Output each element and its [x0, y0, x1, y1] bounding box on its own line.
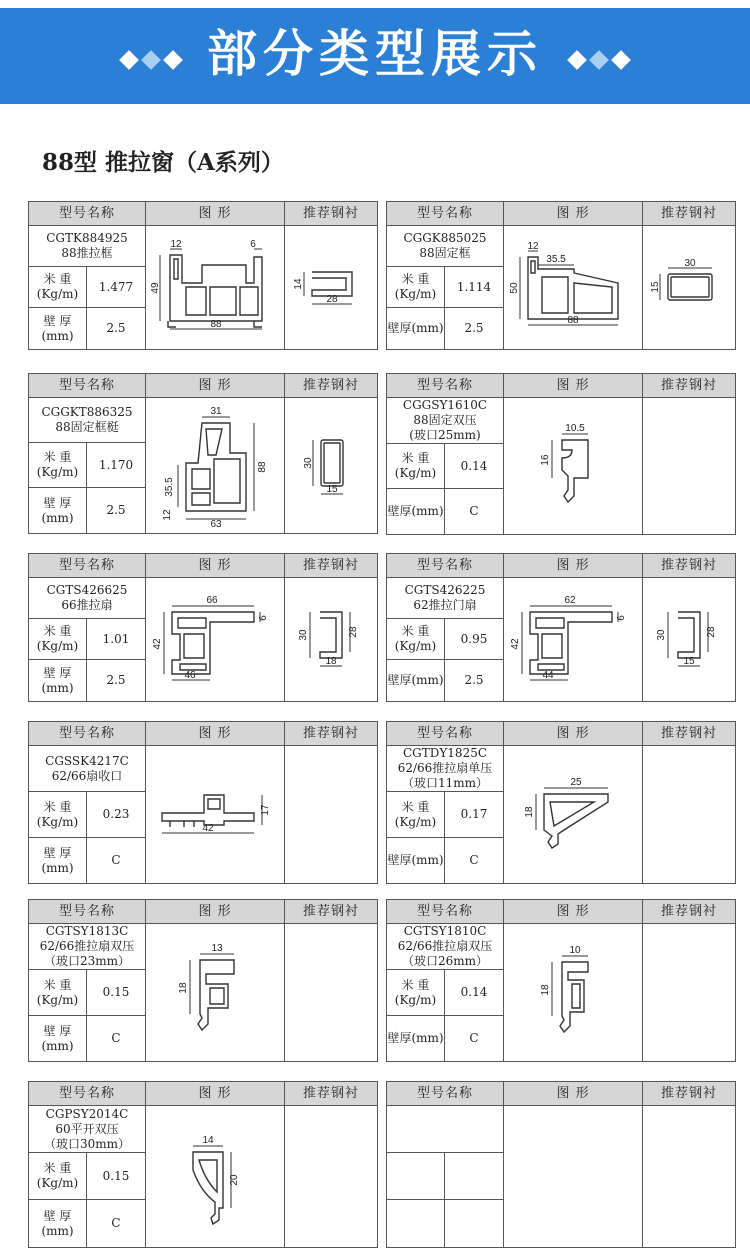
header-model: 型号名称 [29, 554, 146, 578]
model-code: CGSSK4217C [45, 753, 129, 768]
weight-value: 0.14 [445, 970, 504, 1016]
dimension-label: 62 [564, 594, 576, 606]
model-name-cell [387, 924, 504, 970]
thickness-label: 壁厚(mm) [387, 660, 445, 702]
thickness-value: C [445, 838, 504, 884]
page-title: 部分类型展示 [207, 25, 543, 83]
header-model: 型号名称 [387, 722, 504, 746]
header-steel: 推荐钢衬 [285, 202, 378, 226]
dimension-label: 30 [303, 456, 315, 469]
header-figure: 图 形 [146, 1082, 285, 1106]
dimension-label: 46 [184, 669, 196, 681]
dimension-label: 88 [567, 314, 579, 326]
empty-cell [387, 1200, 445, 1248]
steel-figure [285, 398, 378, 534]
dimension-label: 12 [170, 238, 182, 250]
header-model: 型号名称 [29, 722, 146, 746]
product-table [386, 553, 736, 702]
model-name: 88推拉框 [61, 246, 113, 260]
profile-figure [146, 924, 285, 1062]
header-figure: 图 形 [504, 900, 643, 924]
model-code: CGTS426225 [404, 583, 486, 597]
title-banner [0, 8, 750, 104]
dimension-label: 28 [348, 625, 360, 638]
weight-value: 0.17 [445, 792, 504, 838]
dimension-label: 42 [510, 637, 522, 650]
dimension-label: 66 [206, 594, 218, 606]
model-name: 66推拉扇 [61, 598, 113, 612]
weight-value: 0.14 [445, 444, 504, 489]
header-figure: 图 形 [504, 1082, 643, 1106]
thickness-value: C [445, 489, 504, 535]
weight-value: 0.95 [445, 619, 504, 660]
steel-figure [285, 924, 378, 1062]
profile-figure [146, 578, 285, 702]
header-model: 型号名称 [29, 202, 146, 226]
dimension-label: 6 [616, 614, 628, 621]
steel-figure [643, 924, 736, 1062]
model-name: 62/66推拉扇单压 [397, 761, 493, 775]
header-model: 型号名称 [387, 1082, 504, 1106]
model-extra: （玻口26mm） [401, 954, 489, 968]
model-extra: （玻口23mm） [43, 954, 131, 968]
profile-figure [504, 398, 643, 535]
header-steel: 推荐钢衬 [285, 374, 378, 398]
model-code: CGTSY1810C [403, 924, 487, 938]
header-steel: 推荐钢衬 [643, 722, 736, 746]
weight-label: 米 重 (Kg/m) [29, 970, 87, 1016]
model-extra: (玻口25mm) [409, 428, 481, 442]
dimension-label: 12 [162, 508, 174, 521]
header-figure: 图 形 [504, 554, 643, 578]
thickness-label: 壁 厚 (mm) [29, 488, 87, 534]
header-model: 型号名称 [29, 374, 146, 398]
product-table [28, 373, 378, 534]
model-name: 62/66扇收口 [51, 768, 123, 783]
header-steel: 推荐钢衬 [285, 1082, 378, 1106]
header-model: 型号名称 [387, 202, 504, 226]
model-name-cell [29, 578, 146, 619]
dimension-label: 42 [202, 822, 214, 834]
product-table [28, 201, 378, 350]
empty-cell [445, 1153, 504, 1200]
empty-steel-cell [643, 1106, 736, 1248]
model-name-cell [387, 398, 504, 444]
model-name-cell [29, 1106, 146, 1153]
thickness-label: 壁厚(mm) [387, 308, 445, 350]
model-code: CGPSY2014C [45, 1106, 129, 1121]
model-name-cell [387, 578, 504, 619]
header-model: 型号名称 [387, 554, 504, 578]
header-steel: 推荐钢衬 [643, 374, 736, 398]
steel-figure [285, 578, 378, 702]
thickness-label: 壁厚(mm) [387, 489, 445, 535]
product-table [386, 899, 736, 1062]
header-steel: 推荐钢衬 [285, 900, 378, 924]
weight-value: 1.01 [87, 619, 146, 660]
dimension-label: 49 [150, 281, 162, 294]
dimension-label: 30 [298, 628, 310, 641]
dimension-label: 35.5 [164, 476, 176, 497]
weight-value: 1.170 [87, 443, 146, 488]
weight-label: 米 重 (Kg/m) [387, 970, 445, 1016]
header-model: 型号名称 [29, 900, 146, 924]
dimension-label: 16 [540, 454, 552, 466]
dimension-label: 63 [210, 518, 222, 530]
weight-label: 米 重 (Kg/m) [29, 1153, 87, 1200]
dimension-label: 18 [524, 805, 536, 818]
dimension-label: 10.5 [565, 423, 585, 434]
header-figure: 图 形 [504, 202, 643, 226]
thickness-value: C [87, 838, 146, 884]
dimension-label: 6 [258, 614, 270, 621]
header-model: 型号名称 [387, 374, 504, 398]
dimension-label: 88 [257, 460, 269, 473]
profile-figure [504, 578, 643, 702]
dimension-label: 28 [706, 625, 718, 638]
model-code: CGGK885025 [403, 231, 487, 245]
section-title: 88型 推拉窗（A系列） [42, 149, 284, 176]
dimension-label: 35.5 [546, 253, 566, 265]
product-table [386, 721, 736, 884]
profile-figure [504, 746, 643, 884]
header-figure: 图 形 [504, 374, 643, 398]
profile-figure [146, 1106, 285, 1248]
model-name-cell [29, 924, 146, 970]
weight-label: 米 重 (Kg/m) [387, 792, 445, 838]
thickness-value: 2.5 [87, 660, 146, 702]
model-name: 60平开双压 [55, 1121, 119, 1136]
model-name: 88固定框梃 [55, 420, 119, 434]
weight-label: 米 重 (Kg/m) [29, 792, 87, 838]
model-code: CGGKT886325 [41, 405, 133, 419]
profile-figure [146, 398, 285, 534]
thickness-label: 壁 厚 (mm) [29, 308, 87, 350]
model-name-cell [29, 746, 146, 792]
thickness-value: 2.5 [87, 308, 146, 350]
dimension-label: 17 [260, 803, 272, 816]
model-extra: （玻口11mm） [401, 776, 489, 790]
product-table [28, 899, 378, 1062]
weight-value: 0.15 [87, 1153, 146, 1200]
thickness-value: 2.5 [445, 660, 504, 702]
empty-cell [445, 1200, 504, 1248]
dimension-label: 25 [570, 776, 582, 788]
thickness-value: C [445, 1016, 504, 1062]
model-code: CGTS426625 [46, 583, 128, 597]
header-model: 型号名称 [29, 1082, 146, 1106]
steel-figure [643, 746, 736, 884]
weight-label: 米 重 (Kg/m) [29, 619, 87, 660]
model-name: 88固定框 [419, 246, 471, 260]
dimension-label: 18 [178, 981, 190, 994]
dimension-label: 50 [509, 281, 521, 294]
dimension-label: 6 [250, 238, 256, 250]
header-figure: 图 形 [146, 554, 285, 578]
header-steel: 推荐钢衬 [643, 554, 736, 578]
dimension-label: 10 [569, 944, 581, 956]
steel-figure [643, 578, 736, 702]
thickness-label: 壁 厚 (mm) [29, 1016, 87, 1062]
thickness-label: 壁 厚 (mm) [29, 838, 87, 884]
model-extra: （玻口30mm） [43, 1136, 131, 1151]
steel-figure [285, 1106, 378, 1248]
header-figure: 图 形 [146, 374, 285, 398]
steel-figure [643, 226, 736, 350]
model-name: 88固定双压 [413, 413, 477, 427]
thickness-label: 壁 厚 (mm) [29, 660, 87, 702]
model-name-cell [29, 398, 146, 443]
header-figure: 图 形 [146, 722, 285, 746]
model-code: CGTDY1825C [402, 746, 488, 760]
model-code: CGGSY1610C [402, 398, 488, 412]
header-steel: 推荐钢衬 [643, 900, 736, 924]
profile-figure [504, 924, 643, 1062]
header-steel: 推荐钢衬 [285, 554, 378, 578]
weight-value: 0.15 [87, 970, 146, 1016]
model-code: CGTSY1813C [45, 924, 129, 938]
dimension-label: 14 [202, 1134, 214, 1146]
dimension-label: 20 [229, 1173, 241, 1186]
weight-value: 0.23 [87, 792, 146, 838]
product-table [386, 373, 736, 535]
product-table [28, 721, 378, 884]
header-steel: 推荐钢衬 [285, 722, 378, 746]
weight-label: 米 重 (Kg/m) [29, 267, 87, 308]
thickness-value: 2.5 [445, 308, 504, 350]
header-figure: 图 形 [146, 900, 285, 924]
dimension-label: 18 [540, 983, 552, 996]
model-name-cell [387, 746, 504, 792]
dimension-label: 30 [656, 628, 668, 641]
header-model: 型号名称 [387, 900, 504, 924]
dimension-label: 12 [527, 240, 539, 252]
thickness-value: 2.5 [87, 488, 146, 534]
dimension-label: 88 [210, 318, 222, 330]
steel-figure [643, 398, 736, 535]
product-table [386, 1081, 736, 1248]
dimension-label: 31 [210, 405, 222, 417]
steel-figure [285, 746, 378, 884]
steel-figure [285, 226, 378, 350]
weight-label: 米 重 (Kg/m) [387, 267, 445, 308]
header-steel: 推荐钢衬 [643, 1082, 736, 1106]
model-name: 62推拉门扇 [413, 598, 477, 612]
profile-figure [504, 226, 643, 350]
weight-value: 1.114 [445, 267, 504, 308]
dimension-label: 30 [684, 257, 696, 269]
weight-label: 米 重 (Kg/m) [387, 619, 445, 660]
header-figure: 图 形 [504, 722, 643, 746]
dimension-label: 15 [683, 655, 695, 667]
header-steel: 推荐钢衬 [643, 202, 736, 226]
model-code: CGTK884925 [46, 231, 128, 245]
dimension-label: 18 [325, 655, 337, 667]
empty-cell [387, 1153, 445, 1200]
model-name: 62/66推拉扇双压 [397, 939, 493, 953]
thickness-value: C [87, 1200, 146, 1248]
profile-figure [146, 746, 285, 884]
dimension-label: 14 [293, 277, 305, 290]
product-table [386, 201, 736, 350]
product-table [28, 553, 378, 702]
empty-cell [387, 1106, 504, 1153]
dimension-label: 15 [326, 483, 338, 495]
profile-figure [146, 226, 285, 350]
dimension-label: 42 [152, 637, 164, 650]
weight-label: 米 重 (Kg/m) [387, 444, 445, 489]
thickness-label: 壁厚(mm) [387, 838, 445, 884]
empty-figure-cell [504, 1106, 643, 1248]
dimension-label: 15 [650, 280, 662, 293]
dimension-label: 28 [326, 293, 338, 305]
thickness-label: 壁 厚 (mm) [29, 1200, 87, 1248]
weight-label: 米 重 (Kg/m) [29, 443, 87, 488]
weight-value: 1.477 [87, 267, 146, 308]
product-table [28, 1081, 378, 1248]
model-name-cell [387, 226, 504, 267]
dimension-label: 13 [211, 942, 223, 954]
model-name-cell [29, 226, 146, 267]
thickness-label: 壁厚(mm) [387, 1016, 445, 1062]
thickness-value: C [87, 1016, 146, 1062]
dimension-label: 44 [542, 669, 554, 681]
model-name: 62/66推拉扇双压 [39, 939, 135, 953]
header-figure: 图 形 [146, 202, 285, 226]
